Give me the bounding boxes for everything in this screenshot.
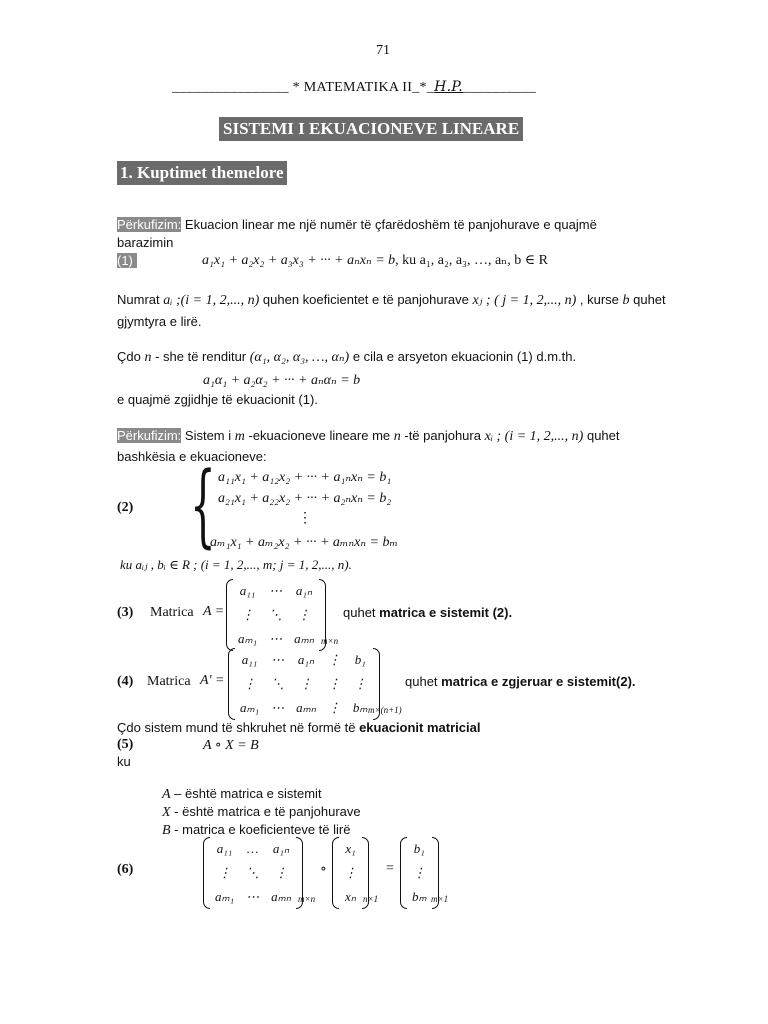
cell: bₘ <box>412 889 427 904</box>
cell: ⋮ <box>412 865 426 880</box>
cell: aₘₙ <box>296 700 316 715</box>
cell: ⋯ <box>269 631 283 646</box>
matricial-b: ekuacionit matricial <box>359 720 481 735</box>
numrat-m3: b <box>622 293 630 308</box>
cell: bₘ <box>352 700 368 715</box>
page-number: 71 <box>376 43 390 58</box>
definition-1-line <box>117 217 651 232</box>
cell: ⋮ <box>243 676 257 691</box>
cell: ⋮ <box>218 865 232 880</box>
def2-m1: m <box>234 429 245 444</box>
system-row-1: a₁₁x₁ + a₁₂x₂ + ··· + a₁ₙxₙ = b₁ <box>218 470 392 485</box>
cell: ⋮ <box>299 676 313 691</box>
matrix-lhs-4: A' = <box>200 673 225 688</box>
equation-1 <box>202 252 548 269</box>
caption-4-a: quhet <box>405 674 442 689</box>
equation-label-2: (2) <box>117 500 134 515</box>
equation-label-4: (4) <box>117 674 134 689</box>
matrix-a <box>226 579 326 651</box>
matrix-word-4: Matrica <box>147 674 191 689</box>
cell: a₁ₙ <box>272 841 290 856</box>
definition-label: Përkufizim: <box>117 217 182 232</box>
system-ku: ku aᵢⱼ , bᵢ ∈ R ; (i = 1, 2,..., m; j = 1, 2,..., n). <box>120 557 352 572</box>
cell: a₁ₙ <box>297 652 315 667</box>
cell: ⋮ <box>274 865 288 880</box>
header-title: * MATEMATIKA II_*_ <box>292 80 435 95</box>
equation-label-5: (5) <box>117 737 134 752</box>
cell: ⋮ <box>353 676 367 691</box>
system-row-2: a₂₁x₁ + a₂₂x₂ + ··· + a₂ₙxₙ = b₂ <box>218 491 392 506</box>
cell: ⋯ <box>271 652 285 667</box>
cell: ⋱ <box>271 676 285 691</box>
solution-equation: a₁α₁ + a₂α₂ + ··· + aₙαₙ = b <box>203 373 361 388</box>
cell: a₁ₙ <box>295 583 313 598</box>
caption-3-a: quhet <box>343 605 380 620</box>
cell: ⋱ <box>269 607 283 622</box>
cell: ⋱ <box>246 865 260 880</box>
cell: … <box>246 841 259 856</box>
matrix-b-dim: m×1 <box>431 894 449 904</box>
matrix-lhs-3: A = <box>203 604 225 619</box>
equation-1-body: a₁x₁ + a₂x₂ + a₃x₃ + ··· + aₙxₙ = b <box>202 253 396 268</box>
definition-2-line <box>117 428 651 445</box>
paragraph-cdo <box>117 349 576 366</box>
cell: ⋮ <box>297 607 311 622</box>
system-row-dots: ⋮ <box>298 511 312 526</box>
cell: aₘ₁ <box>215 889 235 904</box>
running-header <box>172 79 536 96</box>
paragraph-cdo-end: e quajmë zgjidhje të ekuacionit (1). <box>117 392 318 407</box>
header-line-right: __________ <box>463 80 537 95</box>
cell: xₙ <box>345 889 356 904</box>
compose-operator: ∘ <box>320 862 327 877</box>
cell: b₁ <box>354 652 366 667</box>
cdo-c: e cila e arsyeton ekuacionin (1) d.m.th. <box>349 349 577 364</box>
caption-4-b: matrica e zgjeruar e sistemit(2). <box>441 674 636 689</box>
equation-label-6: (6) <box>117 862 134 877</box>
definition-item-x <box>162 804 361 821</box>
cdo-m1: n <box>144 350 152 365</box>
system-brace: { <box>190 453 216 558</box>
numrat-a: Numrat <box>117 292 164 307</box>
cell: a₁₁ <box>216 841 233 856</box>
matrix-caption-4 <box>405 674 636 689</box>
numrat-m2: xⱼ ; ( j = 1, 2,..., n) <box>472 293 577 308</box>
matrix-word-3: Matrica <box>150 605 194 620</box>
cell: ⋮ <box>327 676 341 691</box>
cell: ⋯ <box>246 889 260 904</box>
definition-label-2: Përkufizim: <box>117 428 182 443</box>
def2-c: -të panjohura <box>400 428 485 443</box>
caption-3-b: matrica e sistemit (2). <box>379 605 513 620</box>
matrix-dim-6: m×n <box>298 894 316 904</box>
definition-1-text: Ekuacion linear me një numër të çfarëdoshëm të panjohurave e quajmë <box>181 217 597 232</box>
numrat-b: quhen koeficientet e të panjohurave <box>259 292 473 307</box>
equation-label-1: (1) <box>117 253 137 268</box>
ku-label: ku <box>117 754 131 769</box>
equals-sign: = <box>386 861 394 876</box>
header-line-left: ________________ <box>172 80 289 95</box>
def2-m3: xᵢ ; (i = 1, 2,..., n) <box>484 429 584 444</box>
main-title: SISTEMI I EKUACIONEVE LINEARE <box>219 117 523 141</box>
def2-b: -ekuacioneve lineare me <box>244 428 394 443</box>
matrix-caption-3 <box>343 605 512 620</box>
cell: x₁ <box>345 841 356 856</box>
matrix-x-dim: n×1 <box>363 894 379 904</box>
cell: aₘ₁ <box>240 700 260 715</box>
matrix-dim-3: m×n <box>321 636 339 646</box>
def-sym: X <box>162 805 171 820</box>
cell: aₘₙ <box>294 631 314 646</box>
paragraph-matricial <box>117 720 480 735</box>
cell: b₁ <box>413 841 425 856</box>
equation-1-tail: , ku a₁, a₂, a₃, …, aₙ, b ∈ R <box>395 253 548 268</box>
def2-d: quhet <box>583 428 620 443</box>
section-title: 1. Kuptimet themelore <box>117 161 287 185</box>
paragraph-numrat <box>117 292 666 309</box>
numrat-m1: aᵢ ;(i = 1, 2,..., n) <box>163 293 260 308</box>
cdo-b: - she të renditur <box>151 349 250 364</box>
paragraph-numrat-line2: gjymtyra e lirë. <box>117 314 202 329</box>
cell: a₁₁ <box>239 583 256 598</box>
cdo-m2: (α₁, α₂, α₃, …, αₙ) <box>249 350 350 365</box>
matrix-dim-4: m×(n+1) <box>368 705 402 715</box>
system-row-m: aₘ₁x₁ + aₘ₂x₂ + ··· + aₘₙxₙ = bₘ <box>210 535 399 550</box>
cell: ⋯ <box>269 583 283 598</box>
numrat-d: quhet <box>629 292 666 307</box>
cell: aₘₙ <box>271 889 291 904</box>
def-text: - është matrica e të panjohurave <box>170 804 361 819</box>
def-sym: B <box>162 823 171 838</box>
def-sym: A <box>162 787 171 802</box>
header-initials: H.P. <box>434 79 464 95</box>
cdo-a: Çdo <box>117 349 145 364</box>
cell: aₘ₁ <box>238 631 258 646</box>
cell: ⋮ <box>344 865 357 880</box>
cell: ⋮ <box>241 607 255 622</box>
def2-m2: n <box>393 429 401 444</box>
equation-5: A ∘ X = B <box>203 738 259 753</box>
cell: ⋯ <box>271 700 285 715</box>
matrix-coeff <box>203 837 303 909</box>
def-text: - matrica e koeficienteve të lirë <box>170 822 351 837</box>
numrat-c: , kurse <box>576 292 623 307</box>
def2-a: Sistem i <box>181 428 235 443</box>
equation-label-3: (3) <box>117 605 134 620</box>
cell: a₁₁ <box>241 652 258 667</box>
def-text: – është matrica e sistemit <box>170 786 322 801</box>
cell: ⋮ <box>327 652 341 667</box>
definition-item-a <box>162 786 322 803</box>
definition-2-cont: bashkësia e ekuacioneve: <box>117 449 267 464</box>
matricial-a: Çdo sistem mund të shkruhet në formë të <box>117 720 360 735</box>
cell: ⋮ <box>327 700 341 715</box>
matrix-a-prime <box>228 648 380 720</box>
definition-1-text-cont: barazimin <box>117 235 174 250</box>
